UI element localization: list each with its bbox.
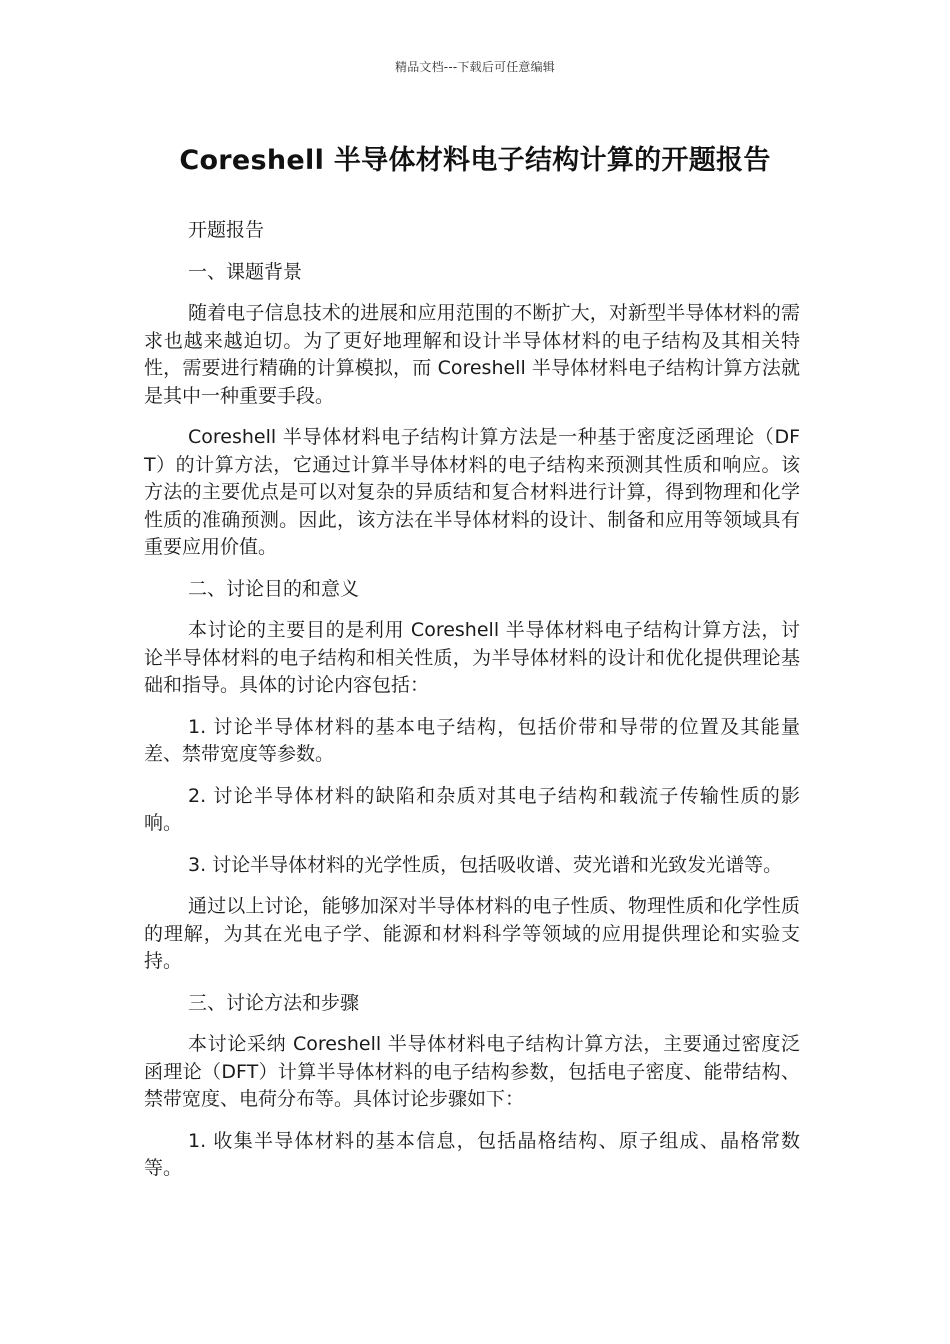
list-item-purpose-1: 1. 讨论半导体材料的基本电子结构，包括价带和导带的位置及其能量差、禁带宽度等参数。 <box>144 715 800 765</box>
document-body <box>144 217 800 1197</box>
header-note: 精品文档---下载后可任意编辑 <box>395 60 555 74</box>
list-item-purpose-3: 3. 讨论半导体材料的光学性质，包括吸收谱、荧光谱和光致发光谱等。 <box>188 853 783 876</box>
paragraph-background-2: Coreshell 半导体材料电子结构计算方法是一种基于密度泛函理论（DFT）的计算方法，它通过计算半导体材料的电子结构来预测其性质和响应。该方法的主要优点是可以对复杂的异质结和复合材料进行计算，得到物理和化学性质的准确预测。因此，该方法在半导体材料的设计、制备和应用等领域具有重要应用价值。 <box>144 426 800 558</box>
document-title: Coreshell 半导体材料电子结构计算的开题报告 <box>179 145 771 176</box>
list-item-methods-1: 1. 收集半导体材料的基本信息，包括晶格结构、原子组成、晶格常数等。 <box>144 1129 800 1179</box>
paragraph-purpose-intro: 本讨论的主要目的是利用 Coreshell 半导体材料电子结构计算方法，讨论半导体材料的电子结构和相关性质，为半导体材料的设计和优化提供理论基础和指导。具体的讨论内容包括： <box>144 619 800 696</box>
section-heading-background: 一、课题背景 <box>188 260 303 283</box>
section-label-report: 开题报告 <box>188 219 265 241</box>
section-heading-purpose: 二、讨论目的和意义 <box>188 577 360 600</box>
paragraph-methods-intro: 本讨论采纳 Coreshell 半导体材料电子结构计算方法，主要通过密度泛函理论（DFT）计算半导体材料的电子结构参数，包括电子密度、能带结构、禁带宽度、电荷分布等。具体讨论步骤如下： <box>144 1033 800 1110</box>
list-item-purpose-2: 2. 讨论半导体材料的缺陷和杂质对其电子结构和载流子传输性质的影响。 <box>144 784 800 834</box>
section-heading-methods: 三、讨论方法和步骤 <box>188 991 360 1014</box>
paragraph-background-1: 随着电子信息技术的进展和应用范围的不断扩大，对新型半导体材料的需求也越来越迫切。为了更好地理解和设计半导体材料的电子结构及其相关特性，需要进行精确的计算模拟，而 Coreshell 半导体材料电子结构计算方法就是其中一种重要手段。 <box>144 302 800 407</box>
paragraph-purpose-summary: 通过以上讨论，能够加深对半导体材料的电子性质、物理性质和化学性质的理解，为其在光电子学、能源和材料科学等领域的应用提供理论和实验支持。 <box>144 895 800 972</box>
